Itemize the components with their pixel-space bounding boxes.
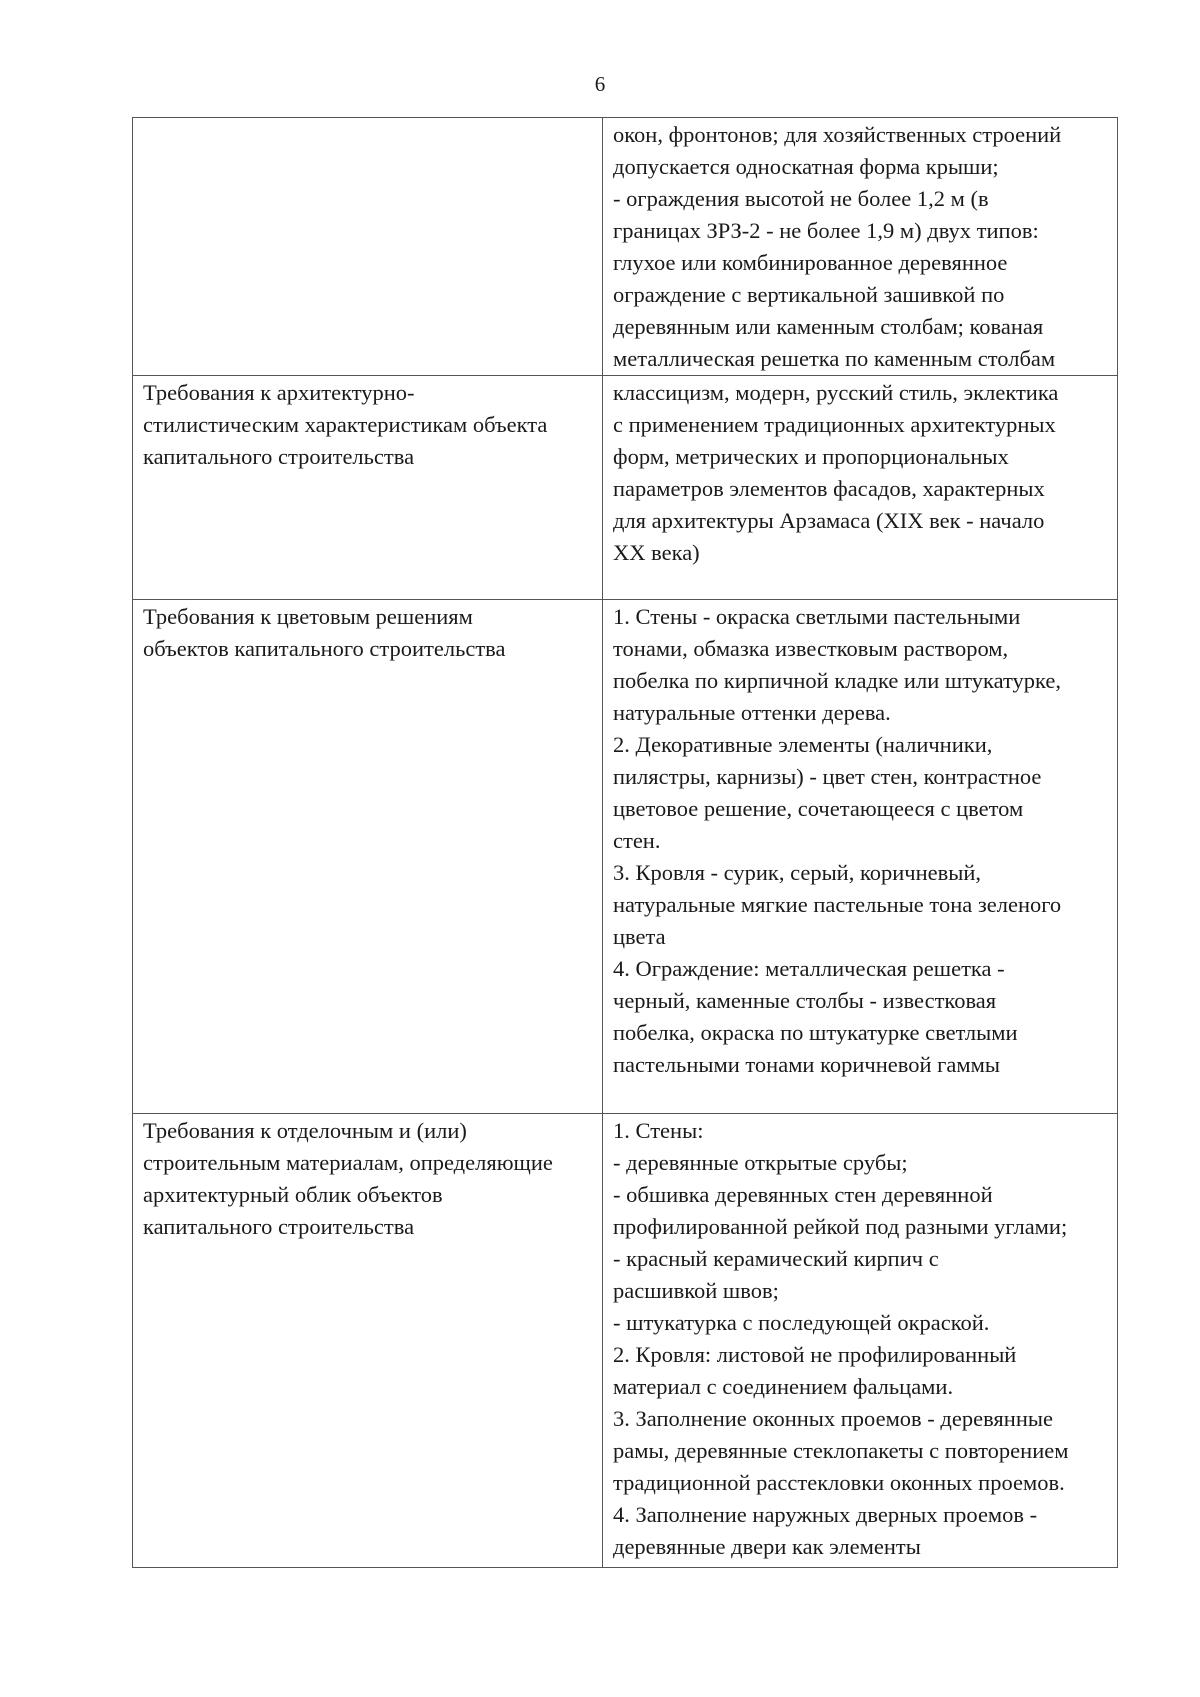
cell-text-line: 1. Стены: [613, 1118, 704, 1143]
cell-text-line: Требования к цветовым решениям [143, 604, 473, 629]
value-cell [603, 118, 1118, 376]
cell-text-line: цвета [613, 924, 666, 949]
cell-text-line: черный, каменные столбы - известковая [613, 988, 997, 1013]
value-cell [603, 1114, 1118, 1568]
requirement-cell [133, 118, 603, 376]
cell-text-line: объектов капитального строительства [143, 636, 506, 661]
cell-text-line: пастельными тонами коричневой гаммы [613, 1052, 1000, 1077]
cell-text-line: строительным материалам, определяющие [143, 1150, 553, 1175]
table-row [133, 376, 1118, 600]
cell-text-line: - ограждения высотой не более 1,2 м (в [613, 186, 989, 211]
cell-text-line: для архитектуры Арзамаса (XIX век - начало [613, 508, 1045, 533]
cell-text-line: 2. Кровля: листовой не профилированный [613, 1342, 1017, 1367]
cell-text-line: XX века) [613, 540, 700, 565]
cell-text-line: 1. Стены - окраска светлыми пастельными [613, 604, 1021, 629]
requirement-cell [133, 1114, 603, 1568]
value-cell [603, 600, 1118, 1114]
cell-text-line: - деревянные открытые срубы; [613, 1150, 908, 1175]
cell-text-line: с применением традиционных архитектурных [613, 412, 1056, 437]
page-number: 6 [594, 72, 606, 96]
cell-text-line: стен. [613, 828, 661, 853]
cell-text-line: стилистическим характеристикам объекта [143, 412, 548, 437]
cell-text-line: побелка, окраска по штукатурке светлыми [613, 1020, 1018, 1045]
cell-text-line: 2. Декоративные элементы (наличники, [613, 732, 993, 757]
cell-text-line: натуральные оттенки дерева. [613, 700, 891, 725]
table-row [133, 118, 1118, 376]
cell-text-line: натуральные мягкие пастельные тона зеленого [613, 892, 1062, 917]
cell-text-line: побелка по кирпичной кладке или штукатурке, [613, 668, 1061, 693]
cell-text-line: - штукатурка с последующей окраской. [613, 1310, 990, 1335]
cell-text-line: параметров элементов фасадов, характерных [613, 476, 1045, 501]
cell-text-line: капитального строительства [143, 1214, 415, 1239]
cell-text-line: допускается односкатная форма крыши; [613, 154, 999, 179]
cell-text-line: 3. Кровля - сурик, серый, коричневый, [613, 860, 982, 885]
cell-text-line: расшивкой швов; [613, 1278, 779, 1303]
cell-text-line: ограждение с вертикальной зашивкой по [613, 282, 1005, 307]
cell-text-line: 3. Заполнение оконных проемов - деревянные [613, 1406, 1053, 1431]
cell-text-line: глухое или комбинированное деревянное [613, 250, 1008, 275]
cell-text-line: Требования к отделочным и (или) [143, 1118, 467, 1143]
cell-text-line: материал с соединением фальцами. [613, 1374, 954, 1399]
cell-text-line: архитектурный облик объектов [143, 1182, 443, 1207]
requirements-table [132, 117, 1118, 1568]
cell-text-line: деревянным или каменным столбам; кованая [613, 314, 1044, 339]
value-cell [603, 376, 1118, 600]
cell-text-line: профилированной рейкой под разными углами; [613, 1214, 1068, 1239]
cell-text-line: деревянные двери как элементы [613, 1534, 921, 1559]
cell-text-line: тонами, обмазка известковым раствором, [613, 636, 1009, 661]
cell-text-line: металлическая решетка по каменным столбам [613, 346, 1056, 371]
cell-text-line: классицизм, модерн, русский стиль, эклектика [613, 380, 1059, 405]
cell-text-line: границах ЗРЗ-2 - не более 1,9 м) двух типов: [613, 218, 1039, 243]
cell-text-line: - обшивка деревянных стен деревянной [613, 1182, 993, 1207]
cell-text-line: окон, фронтонов; для хозяйственных строений [613, 122, 1062, 147]
cell-text-line: 4. Ограждение: металлическая решетка - [613, 956, 1005, 981]
cell-text-line: Требования к архитектурно- [143, 380, 415, 405]
cell-text-line: капитального строительства [143, 444, 415, 469]
table-row [133, 600, 1118, 1114]
cell-text-line: 4. Заполнение наружных дверных проемов - [613, 1502, 1038, 1527]
cell-text-line: пилястры, карнизы) - цвет стен, контрастное [613, 764, 1042, 789]
cell-text-line: рамы, деревянные стеклопакеты с повторением [613, 1438, 1069, 1463]
table-row [133, 1114, 1118, 1568]
requirement-cell [133, 600, 603, 1114]
cell-text-line: форм, метрических и пропорциональных [613, 444, 1009, 469]
cell-text-line: цветовое решение, сочетающееся с цветом [613, 796, 1024, 821]
cell-text-line: традиционной расстекловки оконных проемов. [613, 1470, 1065, 1495]
cell-text-line: - красный керамический кирпич с [613, 1246, 939, 1271]
requirement-cell [133, 376, 603, 600]
